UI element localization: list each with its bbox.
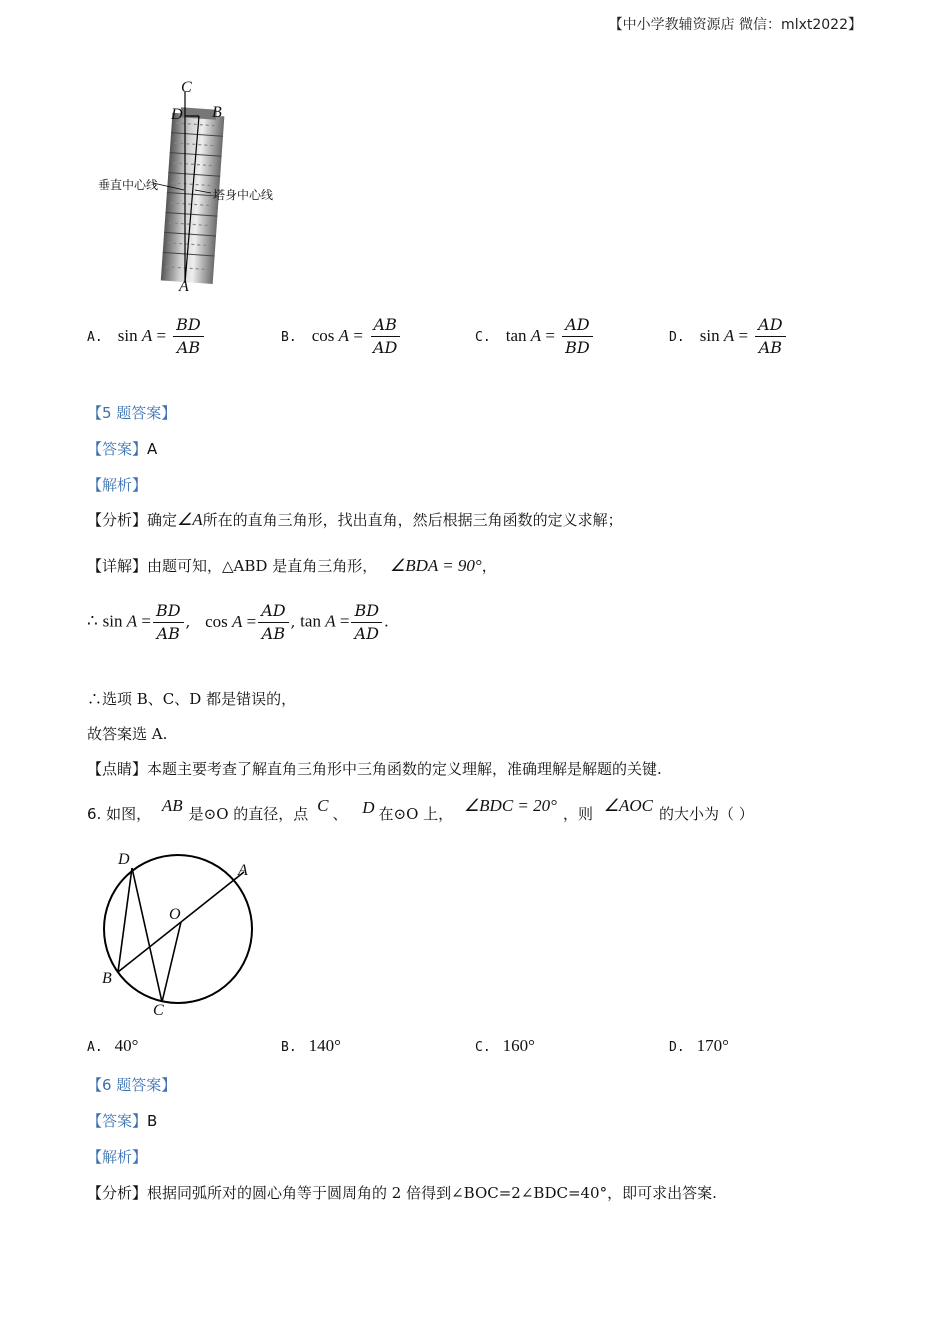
fenxi-text: 所在的直角三角形，找出直角，然后根据三角函数的定义求解； <box>202 511 623 529</box>
q5-option-d[interactable]: D. sin A = $\frac{AD}{AB}$ <box>669 314 788 359</box>
option-letter: C. <box>475 330 491 345</box>
q6-answer-title: 【6 题答案】 <box>87 1076 177 1094</box>
option-letter: A. <box>87 1040 103 1055</box>
circle-point-c: C <box>153 1002 164 1019</box>
fn-name: cos <box>311 326 335 345</box>
xiangjie-comma: ， <box>481 557 497 575</box>
q6-answer-line <box>87 1110 157 1131</box>
q6-stem <box>87 796 754 824</box>
q5-answer-line <box>87 438 157 459</box>
fraction-tan: $\frac{BD}{AD}$ <box>351 600 382 645</box>
fraction: $\frac{AD}{AB}$ <box>755 314 785 359</box>
stem-text: 在⊙O 上， <box>378 805 454 823</box>
stem-text: ，则 <box>562 805 593 823</box>
stem-c: C <box>317 796 329 815</box>
tower-point-c: C <box>181 79 192 96</box>
label-tower-center-line: 塔身中心线 <box>213 188 274 202</box>
stem-text: 的大小为（ ） <box>659 805 754 823</box>
option-value: 170° <box>696 1036 729 1055</box>
option-letter: A. <box>87 330 103 345</box>
q5-answer-title: 【5 题答案】 <box>87 404 177 422</box>
answer-value: A <box>147 440 158 458</box>
stem-sep: 、 <box>332 805 348 823</box>
stem-text: 是⊙O 的直径，点 <box>188 805 309 823</box>
fenxi-tag: 【分析】 <box>87 511 148 529</box>
fn-name: sin <box>117 326 138 345</box>
dianjing-text: 本题主要考查了解直角三角形中三角函数的定义理解，准确理解是解题的关键. <box>147 760 662 778</box>
stem-d: D <box>362 798 375 817</box>
label-vertical-center-line: 垂直中心线 <box>98 178 159 192</box>
circle-point-o: O <box>169 906 181 923</box>
var: A <box>141 326 153 345</box>
fenxi-angle: ∠A <box>177 510 203 529</box>
stem-target: ∠AOC <box>603 796 653 815</box>
fraction: $\frac{AB}{AD}$ <box>370 314 400 359</box>
chord-dc <box>132 868 162 1002</box>
answer-tag: 【答案】 <box>87 1112 148 1130</box>
option-letter: B. <box>281 330 297 345</box>
page-header: 【中小学教辅资源店 微信：mlxt2022】 <box>608 17 862 33</box>
fenxi-text: 确定 <box>147 511 178 529</box>
fraction: $\frac{AD}{BD}$ <box>562 314 593 359</box>
fraction: $\frac{BD}{AB}$ <box>173 314 204 359</box>
q5-xiangjie-line <box>87 555 497 576</box>
option-letter: D. <box>669 1040 685 1055</box>
q5-dianjing-line <box>87 758 662 779</box>
dianjing-tag: 【点睛】 <box>87 760 148 778</box>
xiangjie-tag: 【详解】 <box>87 557 148 575</box>
xiangjie-text: 由题可知，△ABD 是直角三角形， <box>147 557 378 575</box>
circle-o <box>104 855 252 1003</box>
fn-name: tan <box>505 326 527 345</box>
leaning-tower-figure <box>95 78 305 298</box>
q5-formula-line: ∴ sin A = $\frac{BD}{AB}$ , cos A = $\frac{AD}{AB}$ , tan A = $\frac{BD}{AD}$ . <box>87 601 389 643</box>
tower-point-b: B <box>212 104 222 121</box>
q6-fenxi-line <box>87 1182 717 1203</box>
var: A <box>126 611 138 631</box>
fn-name: sin <box>102 611 123 631</box>
option-letter: C. <box>475 1040 491 1055</box>
var: A <box>530 326 542 345</box>
q6-option-a[interactable] <box>87 1036 138 1056</box>
fenxi-tag: 【分析】 <box>87 1184 148 1202</box>
option-value: 140° <box>308 1036 341 1055</box>
q5-wrong-options-line: ∴选项 B、C、D 都是错误的， <box>87 690 297 708</box>
q5-option-c[interactable]: C. tan A = $\frac{AD}{BD}$ <box>475 314 595 359</box>
option-value: 160° <box>502 1036 535 1055</box>
option-value: 40° <box>114 1036 139 1055</box>
var: A <box>232 611 243 631</box>
q5-option-b[interactable]: B. cos A = $\frac{AB}{AD}$ <box>281 314 402 359</box>
circle-point-b: B <box>102 970 112 987</box>
tower-point-a: A <box>179 278 189 295</box>
q5-option-a[interactable]: A. sin A = $\frac{BD}{AB}$ <box>87 314 206 359</box>
fraction-sin: $\frac{BD}{AB}$ <box>153 600 184 645</box>
circle-point-d: D <box>118 851 130 868</box>
tower-point-d: D <box>171 106 183 123</box>
fn-name: sin <box>699 326 720 345</box>
q6-option-d[interactable] <box>669 1036 729 1056</box>
xiangjie-angle: ∠BDA = 90° <box>389 556 482 575</box>
var: A <box>723 326 735 345</box>
circle-figure <box>96 848 266 1028</box>
stem-text: 如图， <box>106 805 152 823</box>
q6-option-b[interactable] <box>281 1036 341 1056</box>
q5-final-answer-line: 故答案选 A. <box>87 725 168 743</box>
stem-ab: AB <box>161 796 183 815</box>
q5-fenxi-line <box>87 509 623 530</box>
answer-tag: 【答案】 <box>87 440 148 458</box>
question-number: 6. <box>87 805 102 823</box>
option-letter: D. <box>669 330 685 345</box>
q6-analysis-tag: 【解析】 <box>87 1148 148 1166</box>
var: A <box>338 326 350 345</box>
answer-value: B <box>147 1112 158 1130</box>
var: A <box>325 611 336 631</box>
fn-name: cos <box>205 611 228 631</box>
q6-option-c[interactable] <box>475 1036 535 1056</box>
circle-point-a: A <box>238 862 248 879</box>
fenxi-text: 根据同弧所对的圆心角等于圆周角的 2 倍得到∠BOC=2∠BDC=40°，即可求出答案. <box>147 1184 717 1202</box>
therefore-symbol: ∴ <box>87 611 98 631</box>
fraction-cos: $\frac{AD}{AB}$ <box>258 600 288 645</box>
option-letter: B. <box>281 1040 297 1055</box>
fn-name: tan <box>300 611 321 631</box>
q5-analysis-tag: 【解析】 <box>87 476 148 494</box>
stem-given: ∠BDC = 20° <box>463 796 557 815</box>
